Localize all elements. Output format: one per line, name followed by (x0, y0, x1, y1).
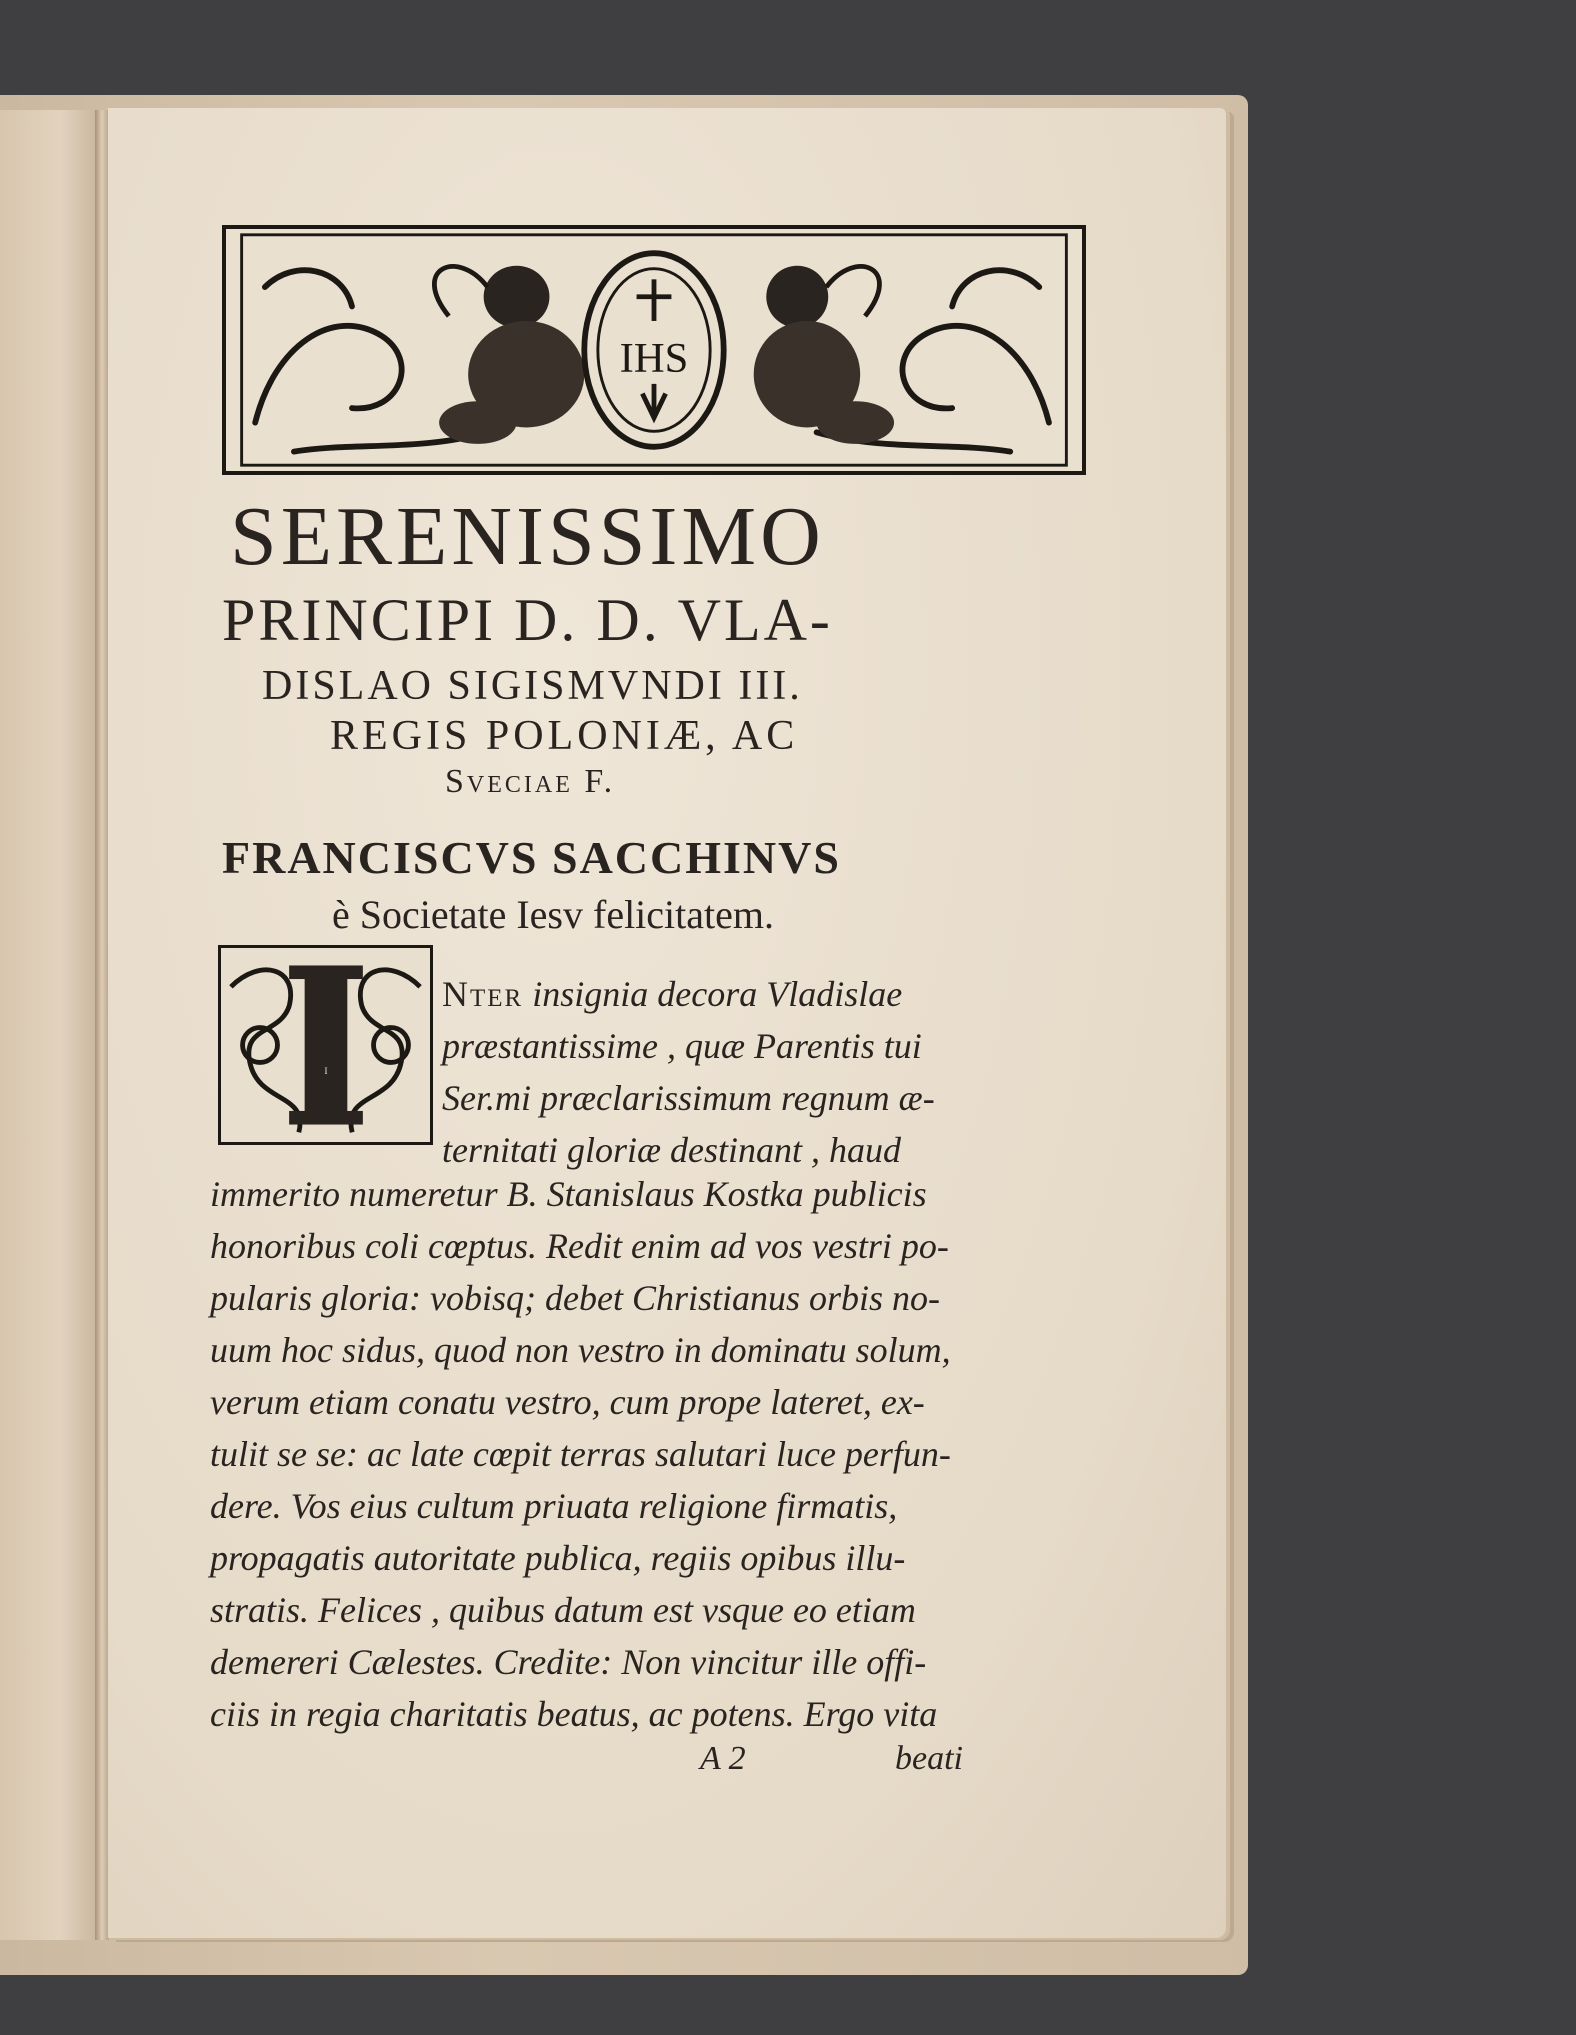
headpiece-ornament-icon (226, 229, 1082, 471)
title-line-1: SERENISSIMO (230, 490, 825, 583)
body-line-11: dere. Vos eius cultum priuata religione firmatis, (210, 1486, 898, 1526)
monogram-text: IHS (619, 335, 689, 383)
body-line-10: tulit se se: ac late cœpit terras salutari luce perfun- (210, 1434, 951, 1474)
decorative-initial (218, 945, 433, 1145)
catchword: beati (895, 1740, 963, 1777)
author-line-1: FRANCISCVS SACCHINVS (222, 832, 841, 883)
body-line-6: honoribus coli cœptus. Redit enim ad vos vestri po- (210, 1226, 949, 1266)
headpiece-ornament (222, 225, 1086, 475)
book-gutter (95, 110, 109, 1940)
left-page-edge (0, 110, 100, 1940)
body-line-9: verum etiam conatu vestro, cum prope lateret, ex- (210, 1382, 925, 1422)
body-line-1 (442, 968, 902, 1020)
body-line-2: præstantissime , quæ Parentis tui (442, 1026, 922, 1066)
title-line-3: DISLAO SIGISMVNDI III. (262, 663, 803, 709)
body-line-15: ciis in regia charitatis beatus, ac potens. Ergo vita (210, 1694, 938, 1734)
title-line-4: REGIS POLONIÆ, AC (330, 713, 799, 759)
body-line-4: ternitati gloriæ destinant , haud (442, 1130, 902, 1170)
initial-letter: I (324, 1066, 328, 1078)
initial-ornament-icon (221, 948, 430, 1142)
body-line-7: pularis gloria: vobisq; debet Christianus orbis no- (210, 1278, 941, 1318)
body-line-5: immerito numeretur B. Stanislaus Kostka publicis (210, 1174, 927, 1214)
body-line-14: demereri Cælestes. Credite: Non vincitur ille offi- (210, 1642, 927, 1682)
body-line-1-caps: Nter (442, 974, 524, 1014)
body-line-8: uum hoc sidus, quod non vestro in dominatu solum, (210, 1330, 951, 1370)
body-line-1-rest: insignia decora Vladislae (523, 974, 903, 1014)
body-line-3: Ser.mi præclarissimum regnum æ- (442, 1078, 935, 1118)
signature-mark: A 2 (700, 1740, 746, 1777)
title-line-5: Sveciae F. (445, 763, 616, 800)
body-line-13: stratis. Felices , quibus datum est vsque eo etiam (210, 1590, 916, 1630)
title-line-2: PRINCIPI D. D. VLA- (222, 587, 833, 653)
body-line-12: propagatis autoritate publica, regiis opibus illu- (210, 1538, 906, 1578)
author-line-2: è Societate Iesv felicitatem. (332, 892, 775, 937)
